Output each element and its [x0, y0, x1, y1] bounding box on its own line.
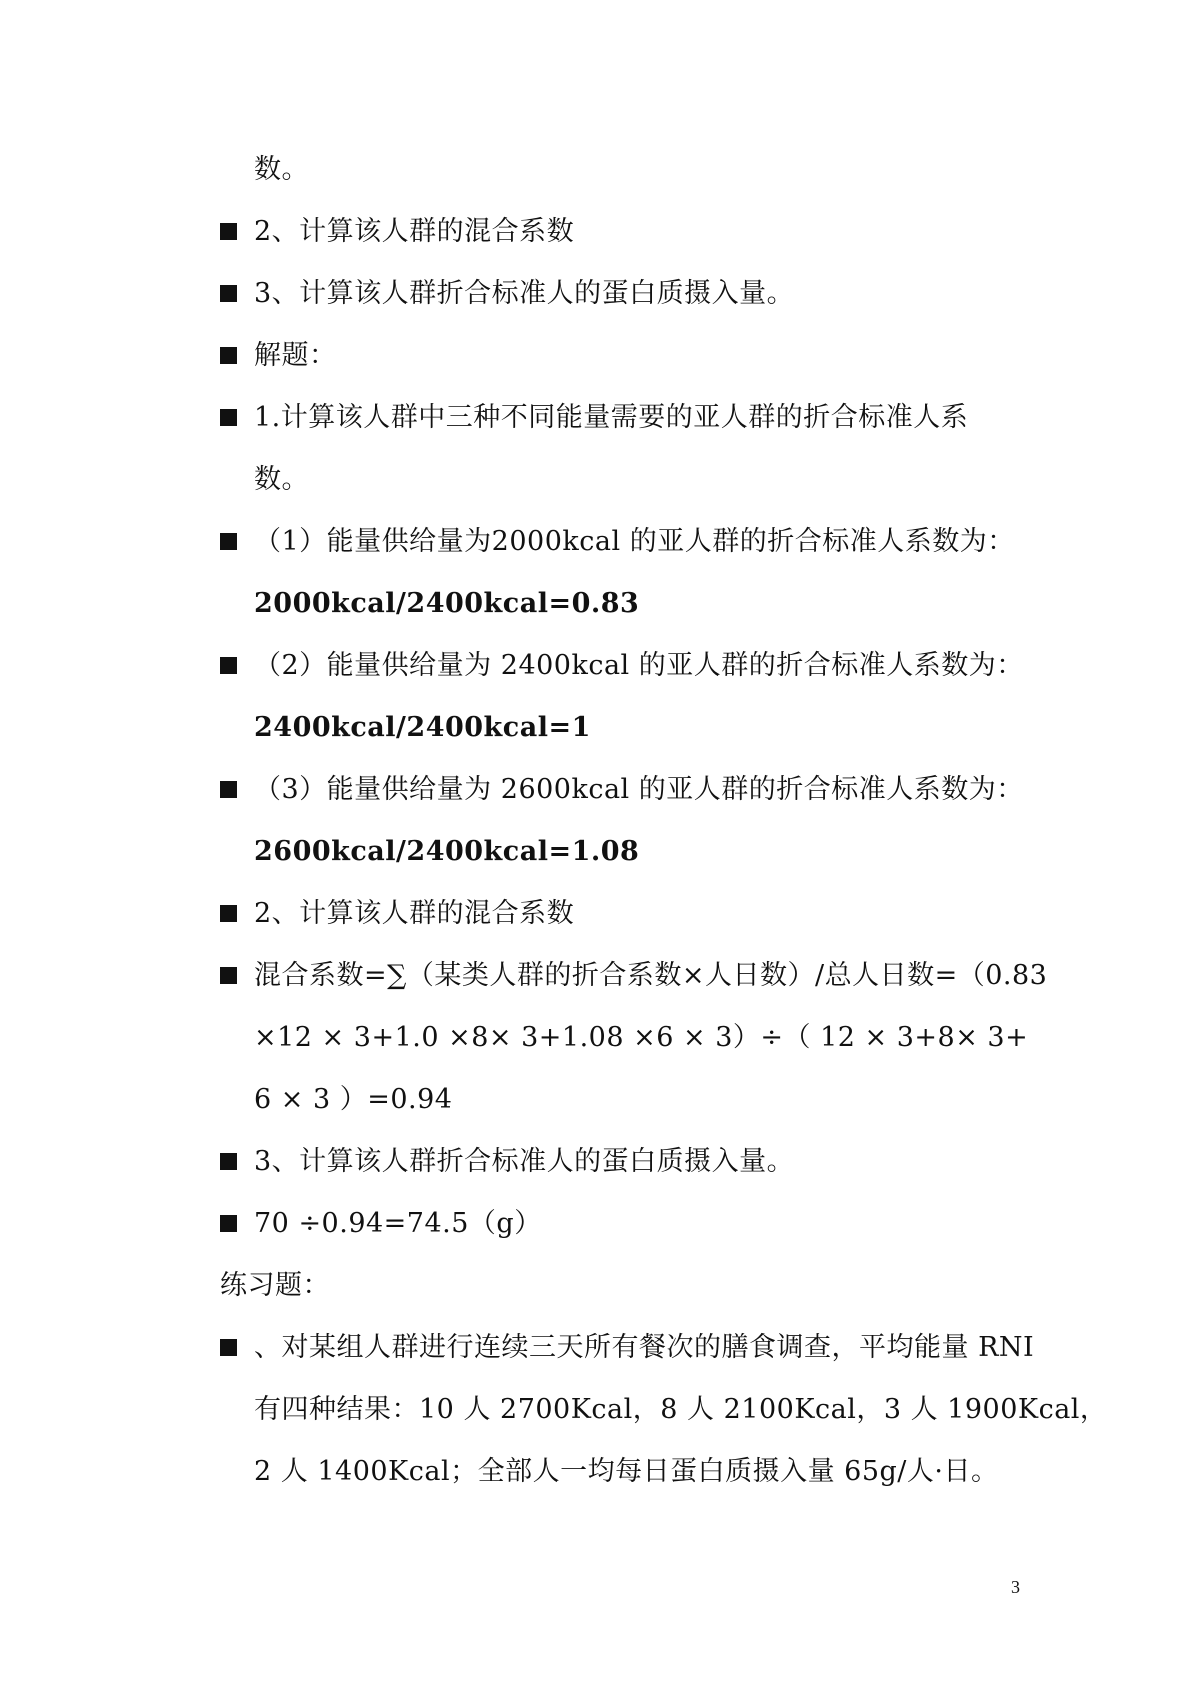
square-bullet-icon	[220, 781, 237, 798]
line-text: 70 ÷0.94=74.5（g）	[254, 1208, 542, 1239]
bullet-item	[220, 336, 1020, 376]
line-text: （2）能量供给量为 2400kcal 的亚人群的折合标准人系数为：	[254, 650, 1024, 681]
formula-line	[254, 708, 1054, 748]
text-line-continuation	[254, 460, 1054, 500]
line-text: （3）能量供给量为 2600kcal 的亚人群的折合标准人系数为：	[254, 774, 1024, 805]
line-text: 2、计算该人群的混合系数	[254, 216, 575, 247]
bullet-item	[220, 212, 1020, 252]
formula-line	[254, 584, 1054, 624]
formula-line	[254, 832, 1054, 872]
line-text: 2600kcal/2400kcal=1.08	[254, 836, 640, 867]
section-heading	[220, 1266, 1020, 1306]
bullet-item	[220, 894, 1020, 934]
square-bullet-icon	[220, 533, 237, 550]
square-bullet-icon	[220, 1153, 237, 1170]
square-bullet-icon	[220, 1339, 237, 1356]
line-text: （1）能量供给量为2000kcal 的亚人群的折合标准人系数为：	[254, 526, 1015, 557]
square-bullet-icon	[220, 657, 237, 674]
bullet-item	[220, 1204, 1020, 1244]
line-text: 3、计算该人群折合标准人的蛋白质摄入量。	[254, 278, 795, 309]
line-text: 3、计算该人群折合标准人的蛋白质摄入量。	[254, 1146, 795, 1177]
line-text: 2400kcal/2400kcal=1	[254, 712, 591, 743]
square-bullet-icon	[220, 905, 237, 922]
bullet-item	[220, 956, 1048, 996]
bullet-item	[220, 274, 1020, 314]
line-text: 2、计算该人群的混合系数	[254, 898, 575, 929]
line-text: ×12 × 3+1.0 ×8× 3+1.08 ×6 × 3）÷（ 12 × 3+8× 3+	[254, 1022, 1029, 1053]
line-text: 数。	[254, 464, 309, 495]
square-bullet-icon	[220, 1215, 237, 1232]
text-line-continuation	[254, 1390, 1108, 1430]
line-text: 练习题：	[220, 1270, 330, 1301]
line-text: 6 × 3 ）=0.94	[254, 1084, 453, 1115]
line-text: 2000kcal/2400kcal=0.83	[254, 588, 640, 619]
square-bullet-icon	[220, 223, 237, 240]
text-line-continuation	[254, 1080, 1054, 1120]
bullet-item	[220, 646, 1024, 686]
line-text: 解题：	[254, 340, 337, 371]
line-text: 、对某组人群进行连续三天所有餐次的膳食调查，平均能量 RNI	[254, 1332, 1035, 1363]
text-line-continuation	[254, 1018, 1054, 1058]
line-text: 混合系数=∑（某类人群的折合系数×人日数）/总人日数=（0.83	[254, 960, 1048, 991]
line-text: 2 人 1400Kcal；全部人一均每日蛋白质摄入量 65g/人·日。	[254, 1456, 999, 1487]
text-line-continuation	[254, 1452, 1054, 1492]
bullet-item	[220, 522, 1020, 562]
bullet-item	[220, 1328, 1035, 1368]
square-bullet-icon	[220, 285, 237, 302]
square-bullet-icon	[220, 409, 237, 426]
line-text: 数。	[254, 154, 309, 185]
text-line-continuation	[254, 150, 1054, 190]
line-text: 有四种结果：10 人 2700Kcal，8 人 2100Kcal，3 人 1900Kcal，	[254, 1394, 1108, 1425]
square-bullet-icon	[220, 347, 237, 364]
bullet-item	[220, 770, 1024, 810]
line-text: 1.计算该人群中三种不同能量需要的亚人群的折合标准人系	[254, 402, 969, 433]
bullet-item	[220, 1142, 1020, 1182]
page-number: 3	[1011, 1577, 1020, 1597]
square-bullet-icon	[220, 967, 237, 984]
bullet-item	[220, 398, 1020, 438]
